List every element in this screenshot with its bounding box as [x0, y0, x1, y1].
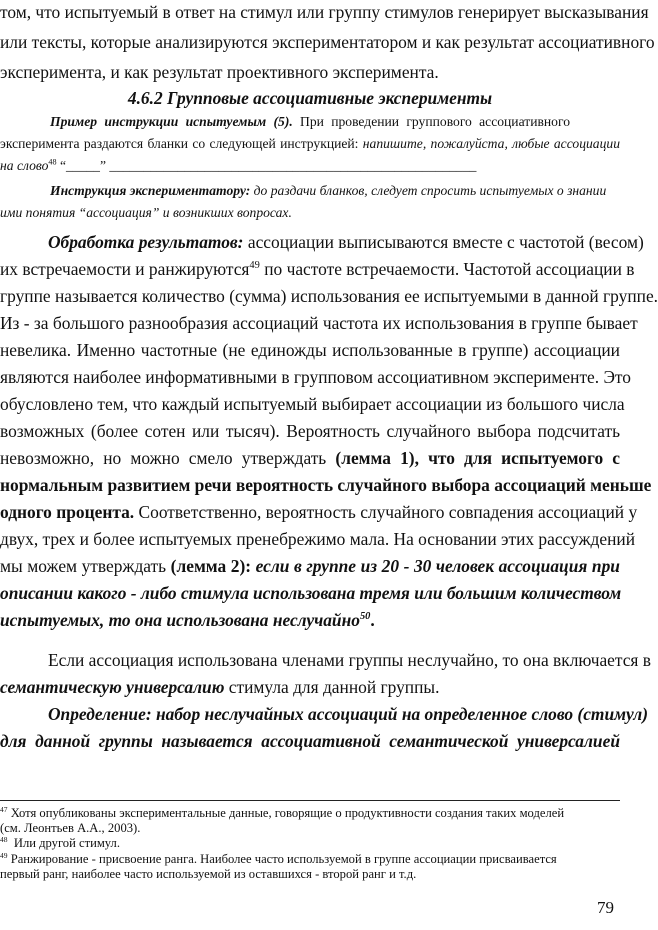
text: до раздачи бланков, следует спросить испытуемых о знании [253, 183, 607, 198]
body-line [0, 286, 658, 306]
example-line [0, 136, 620, 152]
footnote-47 [0, 806, 620, 821]
example-label: Пример инструкции испытуемым (5). [50, 114, 293, 129]
instruction-text: на слово [0, 158, 49, 173]
body-line [0, 529, 636, 549]
lemma-text: нормальным развитием речи вероятность случайного выбора ассоциаций меньше [0, 475, 652, 495]
text: стимула для данной группы. [228, 677, 440, 697]
definition-text: Определение: набор неслучайных ассоциаций на определенное слово (стимул) [48, 704, 649, 724]
body-line [0, 340, 620, 360]
example-line [0, 158, 620, 174]
instruction-text: напишите, пожалуйста, любые ассоциации [362, 136, 620, 151]
body-line [0, 448, 620, 468]
body-line [0, 421, 620, 441]
body-line [0, 556, 620, 576]
definition-line [0, 704, 649, 724]
footnote-ref: 50 [359, 611, 371, 623]
footnote-text: Ранжирование - присвоение ранга. Наиболее часто используемой в группе ассоциации присваивается [10, 852, 557, 866]
text: двух, трех и более испытуемых пренебрежимо мала. На основании этих рассуждений [0, 529, 636, 549]
blank-field: “_____” ______________________________________________________ [59, 158, 477, 173]
text: эксперимента раздаются бланки со следующей инструкцией: [0, 136, 359, 151]
body-line [0, 502, 638, 522]
text: по частоте встречаемости. Частотой ассоциации в [264, 259, 635, 279]
footnote-text: Или другой стимул. [13, 836, 120, 850]
text: мы можем утверждать [0, 556, 167, 576]
definition-line [0, 731, 620, 751]
text: группе называется количество (сумма) использования ее испытуемыми в данной группе. [0, 286, 658, 306]
lemma-text: испытуемых, то она использована неслучайно [0, 610, 360, 630]
body-line [0, 32, 655, 52]
text: эксперимента, и как результат проективного эксперимента. [0, 62, 439, 82]
text: ассоциации выписываются вместе с частотой (весом) [247, 232, 644, 252]
footnote-text: Хотя опубликованы экспериментальные данные, говорящие о продуктивности создания таких моделей [10, 806, 565, 820]
text: являются наиболее информативными в групповом ассоциативном эксперименте. Это [0, 367, 632, 387]
body-line [0, 367, 632, 387]
lemma-text: если в группе из 20 - 30 человек ассоциация при [255, 556, 620, 576]
body-line [0, 2, 649, 22]
text: невелика. Именно частотные (не единожды использованные в группе) ассоциации [0, 340, 620, 360]
footnote-text: первый ранг, наиболее часто используемой из оставшихся - второй ранг и т.д. [0, 867, 417, 881]
text: Соответственно, вероятность случайного совпадения ассоциаций у [138, 502, 638, 522]
body-line [0, 677, 620, 697]
body-line [0, 650, 651, 670]
term-label: Обработка результатов: [48, 232, 244, 252]
footnote-number: 49 [0, 850, 8, 860]
body-line [0, 232, 644, 252]
text: возможных (более сотен или тысяч). Вероятность случайного выбора подсчитать [0, 421, 620, 441]
body-line [0, 610, 620, 630]
text: том, что испытуемый в ответ на стимул или группу стимулов генерирует высказывания [0, 2, 649, 22]
instruction-line [0, 183, 607, 199]
example-line [0, 114, 570, 130]
definition-text: для данной группы называется ассоциативной семантической универсалией [0, 731, 620, 751]
footnote-ref: 48 [48, 157, 57, 167]
text: обусловлено тем, что каждый испытуемый выбирает ассоциации из большого числа [0, 394, 625, 414]
body-line [0, 394, 625, 414]
page-number: 79 [597, 898, 614, 917]
footnote-number: 48 [0, 834, 8, 844]
footnote-49 [0, 852, 620, 867]
body-line [0, 313, 638, 333]
section-heading: 4.6.2 Групповые ассоциативные эксперименты [127, 88, 493, 108]
instruction-label: Инструкция экспериментатору: [50, 183, 251, 198]
footnote-47-cont [0, 821, 620, 836]
lemma-text: (лемма 1), что для испытуемого с [335, 448, 621, 468]
text: Из - за большого разнообразия ассоциаций частота их использования в группе бывает [0, 313, 638, 333]
instruction-line [0, 205, 620, 221]
text: ими понятия “ассоциация” и возникших вопросах. [0, 205, 292, 220]
footnote-48 [0, 836, 620, 851]
body-line [0, 62, 620, 82]
footnote-number: 47 [0, 804, 8, 814]
text: или тексты, которые анализируются экспериментатором и как результат ассоциативного [0, 32, 655, 52]
lemma-label: (лемма 2): [170, 556, 252, 576]
footnote-divider [0, 800, 620, 801]
footnote-ref: 49 [249, 260, 260, 272]
text: невозможно, но можно смело утверждать [0, 448, 327, 468]
text: При проведении группового ассоциативного [300, 114, 571, 129]
text: Если ассоциация использована членами группы неслучайно, то она включается в [48, 650, 651, 670]
lemma-text: описании какого - либо стимула использована тремя или большим количеством [0, 583, 622, 603]
term-label: семантическую универсалию [0, 677, 225, 697]
text: их встречаемости и ранжируются [0, 259, 250, 279]
text: . [370, 610, 375, 630]
body-line [0, 583, 620, 603]
lemma-text: одного процента. [0, 502, 135, 522]
footnote-text: (см. Леонтьев А.А., 2003). [0, 821, 141, 835]
body-line [0, 259, 635, 279]
footnote-49-cont [0, 867, 620, 882]
body-line [0, 475, 652, 495]
